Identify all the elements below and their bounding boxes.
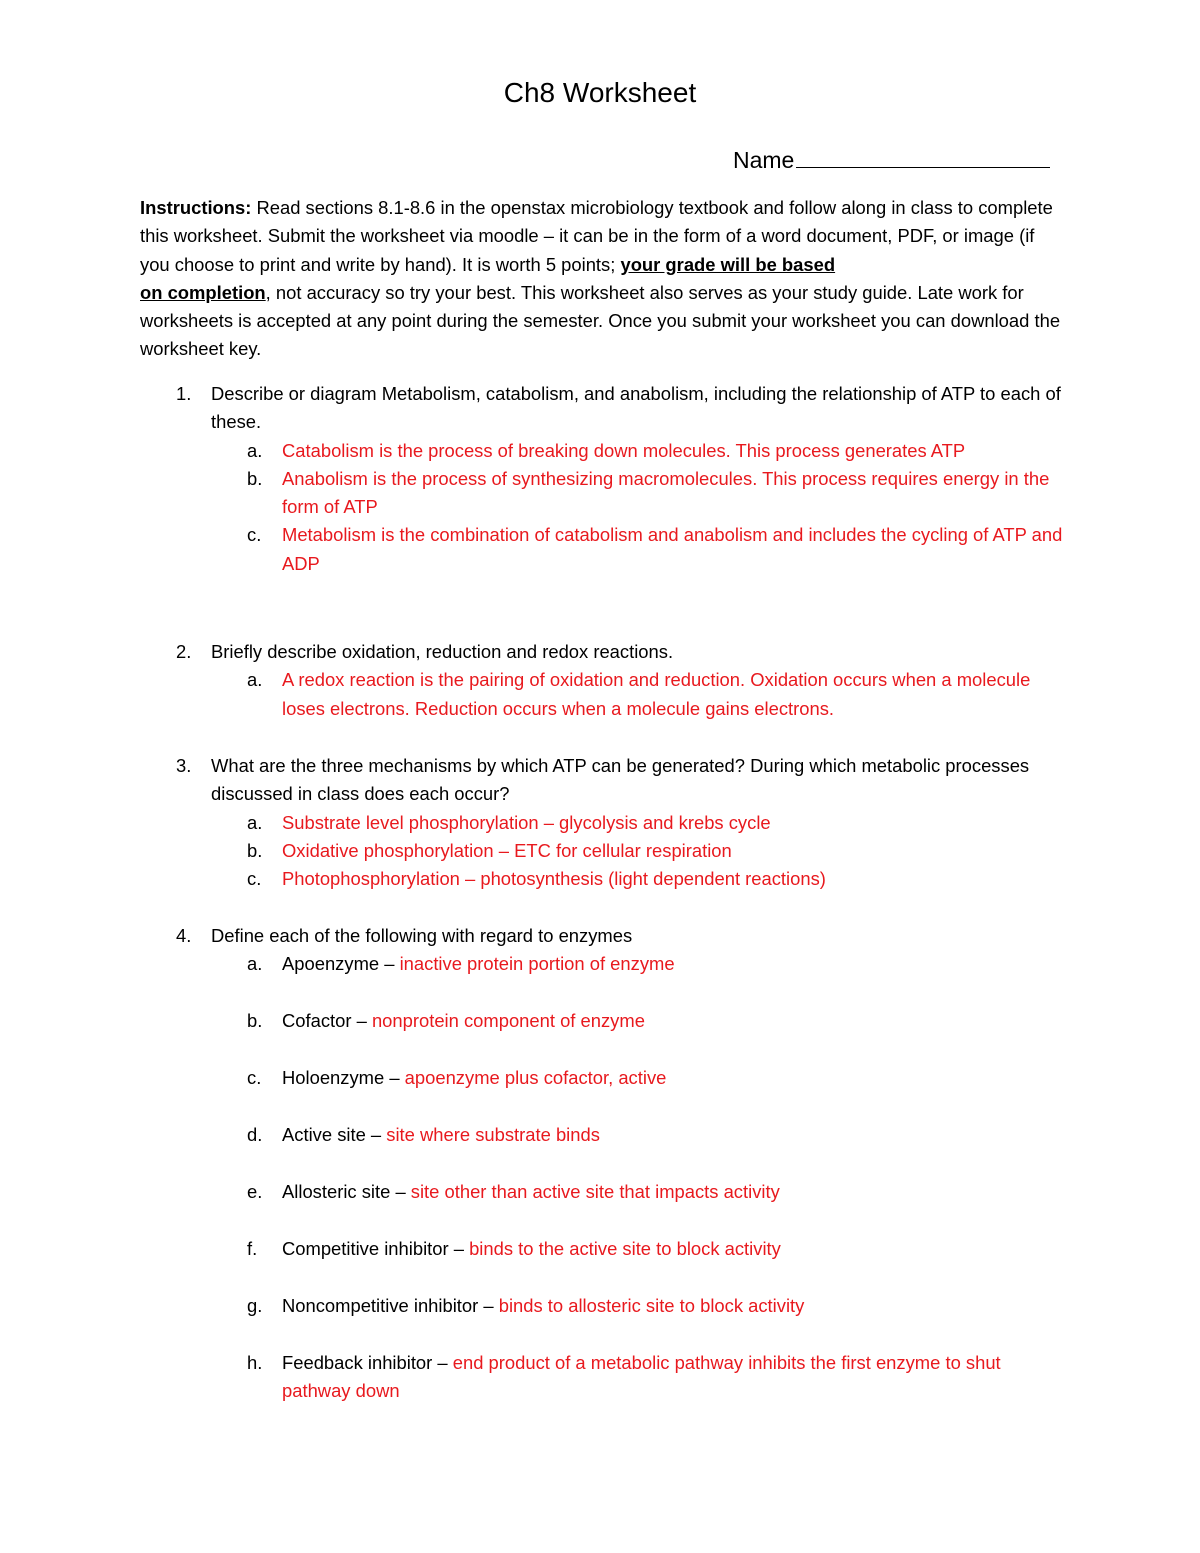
item-letter: d. (247, 1123, 263, 1145)
question-text: Briefly describe oxidation, reduction and redox reactions. (211, 641, 674, 662)
question-1 (140, 380, 1065, 578)
item-letter: g. (247, 1294, 263, 1316)
item-letter: b. (247, 467, 263, 489)
term-text: Noncompetitive inhibitor – (282, 1294, 499, 1316)
name-blank-line (796, 145, 1050, 168)
definition-item (140, 1007, 1065, 1035)
item-letter: c. (247, 524, 262, 546)
question-number: 2. (176, 641, 192, 662)
term-text: Competitive inhibitor – (282, 1237, 470, 1259)
definition-item (140, 1292, 1065, 1320)
instructions-text-1: Read sections 8.1-8.6 in the openstax microbiology textbook and follow along in class to complete this worksheet. Submit the worksheet via moodle – it can be in the form of a word document, PDF, or image (if you choose to print and write by hand). It is worth 5 points; (140, 197, 1053, 275)
instructions-label: Instructions: (140, 197, 252, 218)
item-letter: a. (247, 953, 263, 975)
answer-item (140, 521, 1065, 578)
item-letter: a. (247, 811, 263, 833)
item-letter: b. (247, 839, 263, 861)
question-text: Define each of the following with regard to enzymes (211, 925, 633, 946)
question-number: 1. (176, 383, 192, 404)
answer-text: nonprotein component of enzyme (371, 1010, 645, 1032)
answer-text: Catabolism is the process of breaking down molecules. This process generates ATP (282, 439, 966, 461)
question-text: Describe or diagram Metabolism, catabolism, and anabolism, including the relationship of ATP to each of these. (211, 383, 1061, 433)
item-letter: a. (247, 669, 263, 691)
term-text: Feedback inhibitor – (282, 1351, 453, 1373)
item-letter: h. (247, 1351, 263, 1373)
answer-item (140, 666, 1065, 723)
name-field (733, 142, 1063, 178)
answer-text: end product of a metabolic pathway inhibits the first enzyme to shut pathway down (282, 1351, 1001, 1401)
answer-item (140, 437, 1065, 465)
instructions-emphasis-2: on completion (140, 281, 266, 303)
answer-text: binds to the active site to block activity (469, 1237, 781, 1259)
term-text: Cofactor – (282, 1010, 372, 1032)
answer-text: apoenzyme plus cofactor, active (404, 1067, 667, 1089)
item-letter: c. (247, 868, 262, 890)
item-letter: e. (247, 1180, 263, 1202)
question-number: 3. (176, 755, 192, 776)
definition-item (140, 1064, 1065, 1092)
answer-text: Oxidative phosphorylation – ETC for cellular respiration (282, 839, 732, 861)
answer-text: binds to allosteric site to block activity (498, 1294, 805, 1316)
definition-item (140, 1178, 1065, 1206)
definition-item (140, 950, 1065, 978)
term-text: Holoenzyme – (282, 1067, 405, 1089)
answer-item (140, 865, 1065, 893)
answer-item (140, 809, 1065, 837)
instructions-emphasis-1: your grade will be based (620, 253, 836, 275)
answer-text: Substrate level phosphorylation – glycolysis and krebs cycle (282, 811, 771, 833)
item-letter: f. (247, 1237, 258, 1259)
answer-text: site other than active site that impacts activity (410, 1180, 780, 1202)
answer-text: Anabolism is the process of synthesizing macromolecules. This process requires energy in the form of ATP (282, 467, 1050, 518)
name-label: Name (733, 147, 795, 173)
question-3 (140, 752, 1065, 893)
question-number: 4. (176, 925, 192, 946)
answer-text: Metabolism is the combination of catabolism and anabolism and includes the cycling of ATP and ADP (282, 524, 1063, 574)
question-2 (140, 638, 1065, 723)
instructions-text-2: , not accuracy so try your best. This worksheet also serves as your study guide. Late work for worksheets is accepted at any point during the semester. Once you submit your worksheet you can download the worksheet key. (140, 281, 1061, 360)
answer-text: site where substrate binds (386, 1123, 600, 1145)
term-text: Allosteric site – (282, 1180, 411, 1202)
question-4 (140, 922, 1065, 1405)
answer-text: A redox reaction is the pairing of oxidation and reduction. Oxidation occurs when a molecule loses electrons. Reduction occurs when a molecule gains electrons. (282, 669, 1031, 719)
definition-item (140, 1235, 1065, 1263)
answer-item (140, 465, 1065, 522)
definition-item (140, 1349, 1065, 1406)
item-letter: a. (247, 439, 263, 461)
item-letter: b. (247, 1010, 263, 1032)
answer-item (140, 837, 1065, 865)
page-title: Ch8 Worksheet (503, 77, 697, 108)
term-text: Active site – (282, 1123, 387, 1145)
definition-item (140, 1121, 1065, 1149)
question-text: What are the three mechanisms by which ATP can be generated? During which metabolic processes discussed in class does each occur? (211, 755, 1030, 805)
instructions-paragraph (140, 194, 1065, 364)
item-letter: c. (247, 1067, 262, 1089)
answer-text: Photophosphorylation – photosynthesis (light dependent reactions) (282, 868, 826, 890)
answer-text: inactive protein portion of enzyme (399, 953, 675, 975)
term-text: Apoenzyme – (282, 953, 400, 975)
